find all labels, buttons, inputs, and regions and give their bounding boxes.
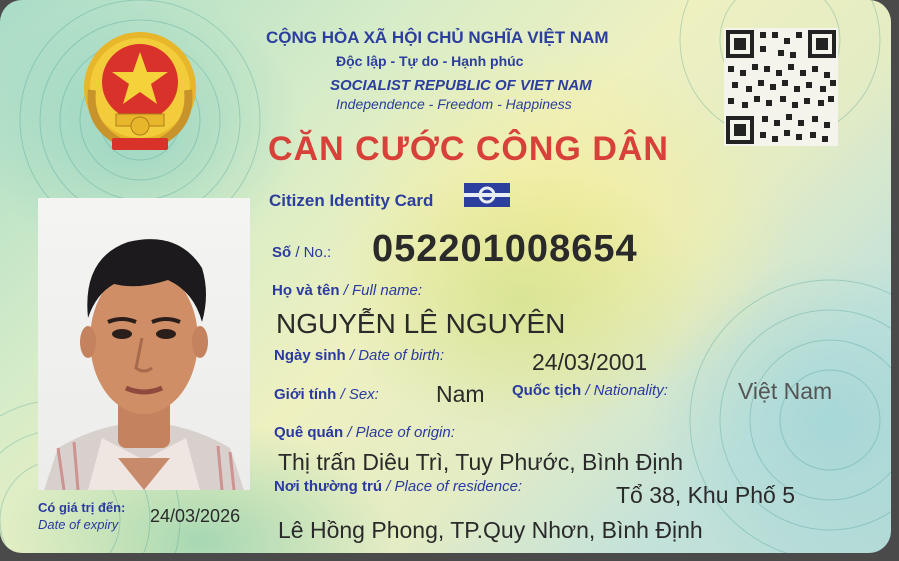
nationality-value: Việt Nam [738, 378, 833, 404]
portrait-photo [38, 198, 250, 490]
chip-icon [464, 183, 510, 207]
origin-label-en: / Place of origin: [343, 424, 455, 441]
nationality-label-en: / Nationality: [581, 382, 668, 399]
residence-value-line1: Tổ 38, Khu Phố 5 [616, 482, 796, 508]
card-title-vi: CĂN CƯỚC CÔNG DÂN [268, 130, 669, 168]
sex-label-vi: Giới tính [274, 386, 337, 403]
residence-label-vi: Nơi thường trú [274, 478, 383, 495]
portrait-figure [38, 198, 250, 490]
nationality-label-vi: Quốc tịch [512, 382, 582, 399]
dob-label-en: / Date of birth: [345, 347, 445, 364]
residence-label-en: / Place of residence: [382, 478, 523, 495]
number-label [272, 244, 331, 261]
origin-value: Thị trấn Diêu Trì, Tuy Phước, Bình Định [278, 449, 684, 475]
card-title-en: Citizen Identity Card [269, 191, 434, 210]
national-emblem-icon [78, 30, 202, 158]
id-number: 052201008654 [372, 228, 638, 270]
full-name-label [272, 282, 422, 299]
number-label-vi: Số [272, 244, 292, 261]
number-label-en: / No.: [291, 244, 332, 261]
sex-label [274, 386, 379, 403]
country-name-en: SOCIALIST REPUBLIC OF VIET NAM [330, 77, 592, 94]
sex-label-en: / Sex: [336, 386, 379, 403]
qr-code-icon [724, 28, 838, 146]
motto-vi: Độc lập - Tự do - Hạnh phúc [336, 53, 524, 69]
residence-value-line2: Lê Hồng Phong, TP.Quy Nhơn, Bình Định [278, 517, 703, 543]
residence-label [274, 478, 522, 495]
country-name-vi: CỘNG HÒA XÃ HỘI CHỦ NGHĨA VIỆT NAM [266, 28, 609, 47]
dob-label-vi: Ngày sinh [274, 347, 346, 364]
full-name-label-en: / Full name: [339, 282, 423, 299]
dob-value: 24/03/2001 [532, 349, 648, 375]
dob-label [274, 347, 444, 364]
expiry-label-en: Date of expiry [38, 517, 119, 532]
expiry-label-vi: Có giá trị đến: [38, 500, 126, 515]
origin-label-vi: Quê quán [274, 424, 344, 441]
origin-label [274, 424, 455, 441]
nationality-label [512, 382, 668, 399]
motto-en: Independence - Freedom - Happiness [336, 96, 572, 112]
sex-value: Nam [436, 381, 485, 407]
full-name-label-vi: Họ và tên [272, 282, 340, 299]
expiry-value: 24/03/2026 [150, 506, 241, 526]
full-name-value: NGUYỄN LÊ NGUYÊN [276, 308, 566, 339]
